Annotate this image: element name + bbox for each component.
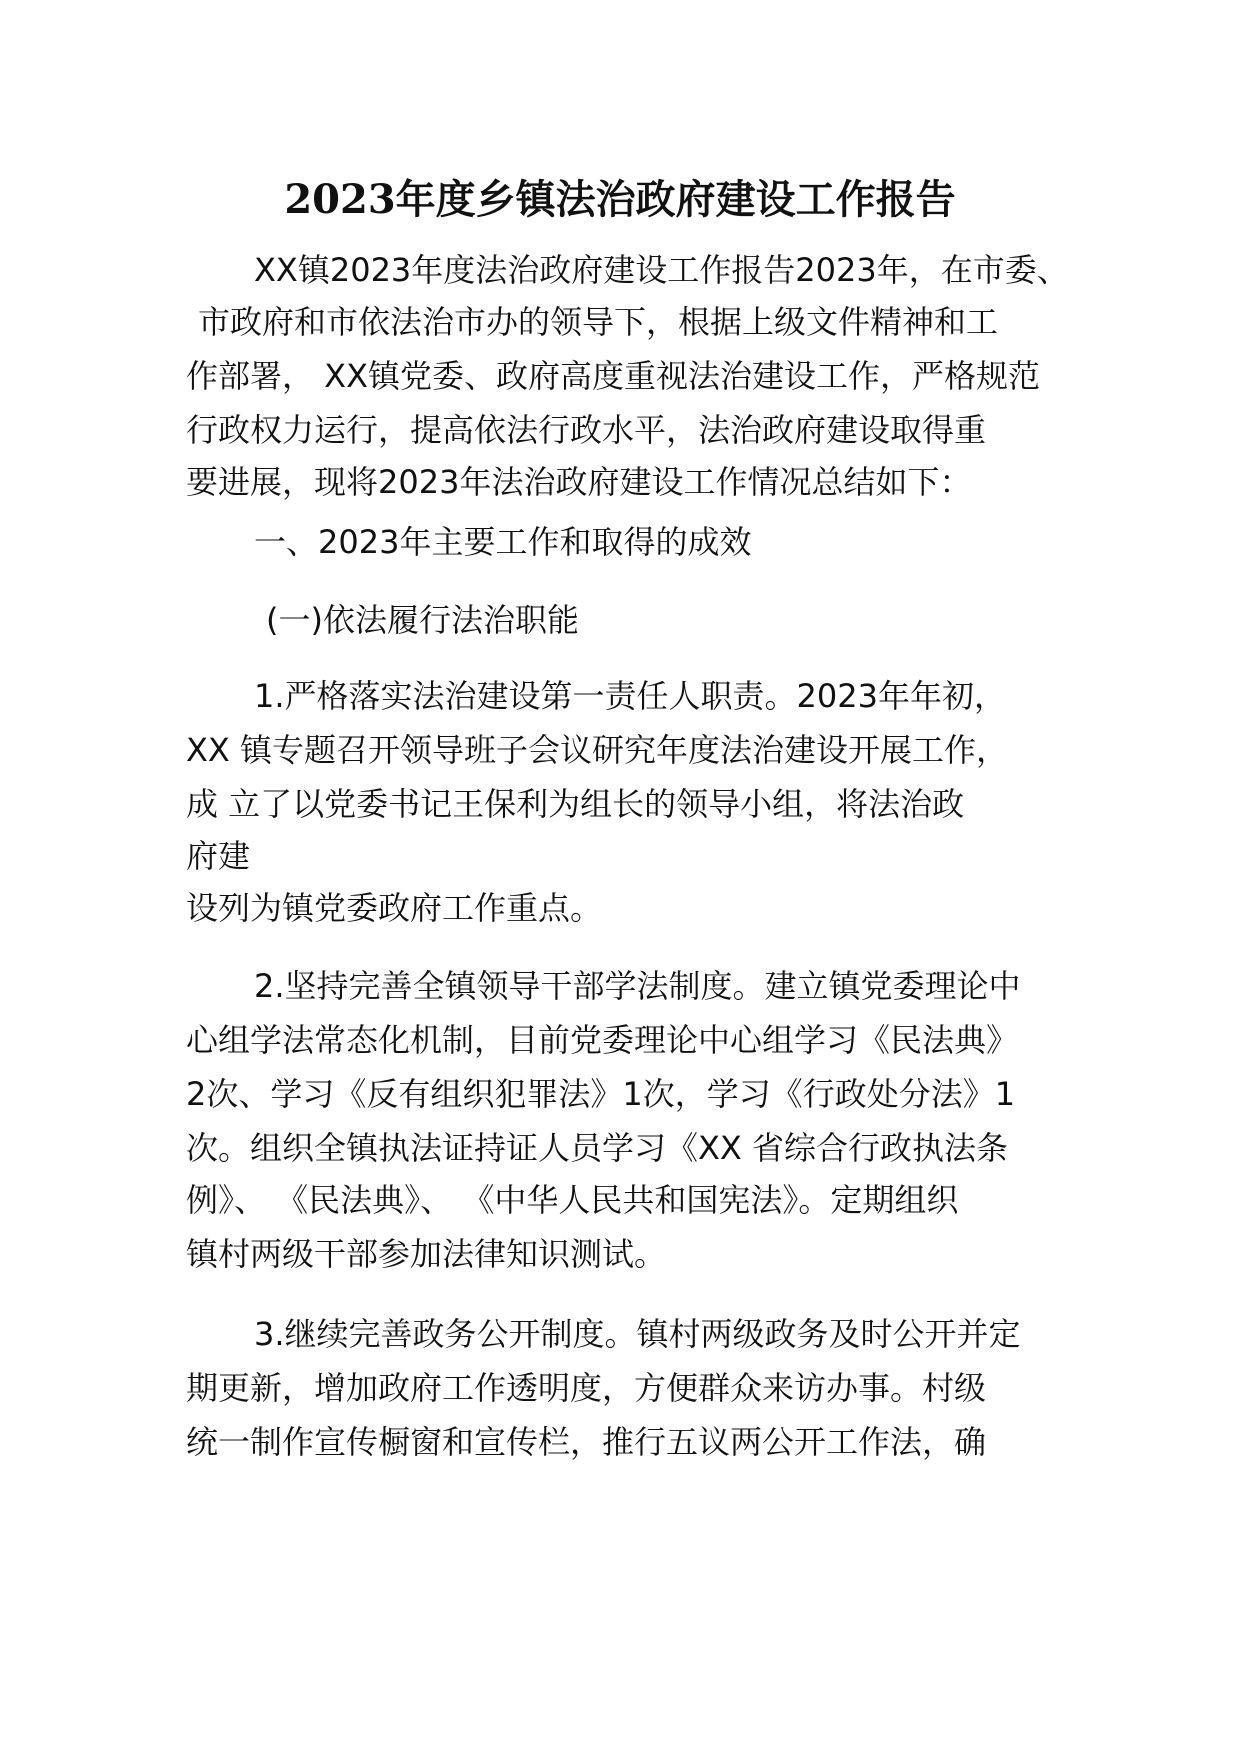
paragraph-line: 镇村两级干部参加法律知识测试。: [186, 1235, 667, 1273]
paragraph-line: 期更新，增加政府工作透明度，方便群众来访办事。村级: [186, 1369, 987, 1407]
paragraph-line: 2次、学习《反有组织犯罪法》1次，学习《行政处分法》1: [186, 1075, 1016, 1113]
paragraph-line: 3.继续完善政务公开制度。镇村两级政务及时公开并定: [254, 1315, 1021, 1353]
paragraph-line: 府建: [186, 837, 251, 875]
paragraph-line: XX 镇专题召开领导班子会议研究年度法治建设开展工作，: [186, 731, 1009, 769]
paragraph-line: 例》、 《民法典》、 《中华人民共和国宪法》。定期组织: [186, 1181, 959, 1219]
section-heading: 一、2023年主要工作和取得的成效: [254, 523, 752, 561]
intro-line: 作部署， XX镇党委、政府高度重视法治建设工作，严格规范: [186, 357, 1041, 395]
intro-line: 行政权力运行，提高依法行政水平，法治政府建设取得重: [186, 411, 987, 449]
paragraph-line: 1.严格落实法治建设第一责任人职责。2023年年初，: [254, 677, 1006, 715]
paragraph-line: 次。组织全镇执法证持证人员学习《XX 省综合行政执法条: [186, 1129, 1009, 1167]
paragraph-line: 设列为镇党委政府工作重点。: [186, 889, 603, 927]
paragraph-line: 成 立了以党委书记王保利为组长的领导小组，将法治政: [186, 785, 965, 823]
paragraph-line: 统一制作宣传橱窗和宣传栏，推行五议两公开工作法，确: [186, 1423, 987, 1461]
subsection-heading: (一)依法履行法治职能: [266, 601, 579, 639]
intro-line: 市政府和市依法治市办的领导下，根据上级文件精神和工: [198, 303, 999, 341]
paragraph-line: 心组学法常态化机制，目前党委理论中心组学习《民法典》: [186, 1021, 1019, 1059]
intro-line: XX镇2023年度法治政府建设工作报告2023年，在市委、: [254, 251, 1069, 289]
document-title: 2023年度乡镇法治政府建设工作报告: [284, 176, 956, 223]
paragraph-line: 2.坚持完善全镇领导干部学法制度。建立镇党委理论中: [254, 967, 1021, 1005]
intro-line: 要进展，现将2023年法治政府建设工作情况总结如下：: [186, 463, 972, 501]
